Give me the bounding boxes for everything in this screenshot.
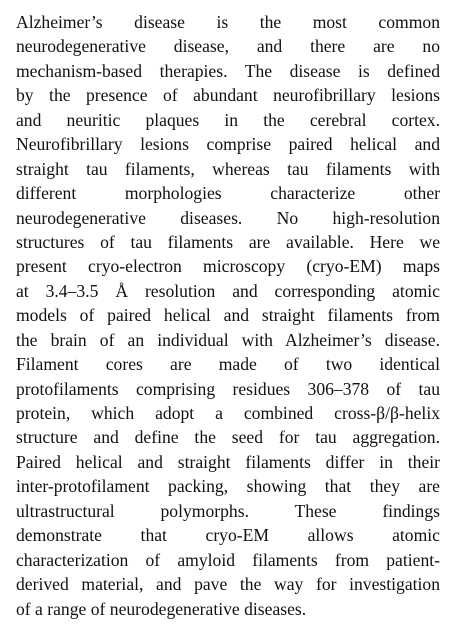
abstract-line: by the presence of abundant neurofibrillary lesions: [16, 85, 440, 106]
abstract-line: neurodegenerative diseases. No high-resolution: [16, 207, 440, 228]
abstract-text-block: [16, 10, 440, 621]
abstract-line: present cryo-electron microscopy (cryo-EM) maps: [16, 256, 440, 277]
abstract-line: ultrastructural polymorphs. These findings: [16, 500, 440, 521]
abstract-line: neurodegenerative disease, and there are no: [16, 36, 440, 57]
abstract-line: of a range of neurodegenerative diseases.: [16, 598, 307, 619]
abstract-line: protein, which adopt a combined cross-β/β-helix: [16, 403, 440, 423]
abstract-line: models of paired helical and straight filaments from: [16, 305, 440, 326]
abstract-line: Alzheimer’s disease is the most common: [16, 12, 440, 32]
abstract-line: different morphologies characterize other: [16, 183, 440, 204]
abstract-line: protofilaments comprising residues 306–378 of tau: [16, 378, 440, 399]
abstract-line: structure and define the seed for tau aggregation.: [16, 427, 440, 448]
abstract-line: at 3.4–3.5 Å resolution and corresponding atomic: [16, 280, 440, 301]
abstract-line: and neuritic plaques in the cerebral cortex.: [16, 109, 440, 130]
abstract-line: demonstrate that cryo-EM allows atomic: [16, 525, 440, 546]
abstract-line: Filament cores are made of two identical: [16, 354, 440, 375]
abstract-line: derived material, and pave the way for investigation: [16, 574, 440, 595]
abstract-line: Neurofibrillary lesions comprise paired helical and: [16, 134, 440, 155]
abstract-line: Paired helical and straight filaments differ in their: [16, 451, 440, 472]
abstract-line: inter-protofilament packing, showing that they are: [16, 476, 440, 497]
abstract-line: the brain of an individual with Alzheimer’s disease.: [16, 329, 440, 350]
abstract-line: mechanism-based therapies. The disease is defined: [16, 60, 440, 81]
abstract-line: characterization of amyloid filaments from patient-: [16, 549, 440, 570]
abstract-line: straight tau filaments, whereas tau filaments with: [16, 158, 440, 179]
abstract-line: structures of tau filaments are available. Here we: [16, 231, 440, 252]
